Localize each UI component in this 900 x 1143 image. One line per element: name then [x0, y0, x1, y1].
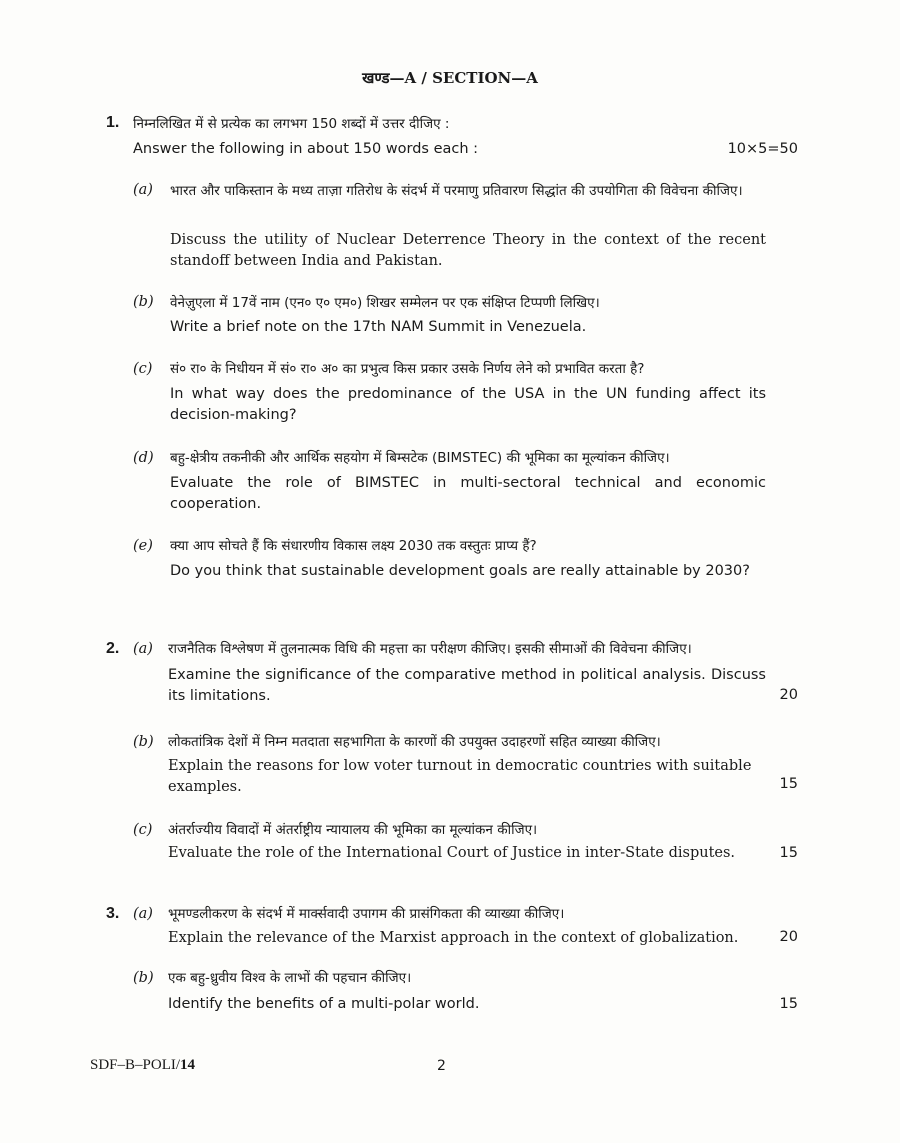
q3b-label: (b)	[133, 970, 154, 986]
q1-instruction-english: Answer the following in about 150 words each :	[133, 141, 479, 157]
question-2-number: 2.	[106, 640, 120, 657]
q1e-hindi: क्या आप सोचते हैं कि संधारणीय विकास लक्ष्य 2030 तक वस्तुतः प्राप्य हैं?	[170, 538, 537, 554]
q1c-english: In what way does the predominance of the USA in the UN funding affect its decision-making?	[170, 386, 766, 423]
q2a-hindi: राजनैतिक विश्लेषण में तुलनात्मक विधि की महत्ता का परीक्षण कीजिए। इसकी सीमाओं की विवेचना कीजिए।	[168, 641, 692, 657]
q1e-english: Do you think that sustainable development goals are really attainable by 2030?	[170, 563, 750, 579]
q2a-label: (a)	[133, 641, 153, 657]
paper-code-prefix: SDF–B–POLI/	[90, 1057, 181, 1073]
q1d-hindi: बहु-क्षेत्रीय तकनीकी और आर्थिक सहयोग में बिम्सटेक (BIMSTEC) की भूमिका का मूल्यांकन कीजिए।	[170, 450, 670, 466]
q2c-hindi: अंतर्राज्यीय विवादों में अंतर्राष्ट्रीय न्यायालय की भूमिका का मूल्यांकन कीजिए।	[168, 822, 538, 838]
question-3-number: 3.	[106, 905, 120, 922]
q1a-english: Discuss the utility of Nuclear Deterrence Theory in the context of the recent standoff between India and Pakistan.	[170, 232, 766, 269]
q3b-english: Identify the benefits of a multi-polar world.	[168, 996, 480, 1012]
page-number: 2	[437, 1058, 446, 1074]
q1d-english: Evaluate the role of BIMSTEC in multi-sectoral technical and economic cooperation.	[170, 475, 766, 512]
q2b-marks: 15	[779, 776, 798, 792]
q1a-label: (a)	[133, 182, 153, 198]
q2a-english: Examine the significance of the comparative method in political analysis. Discuss its limitations.	[168, 667, 766, 704]
q1b-hindi: वेनेज़ुएला में 17वें नाम (एन० ए० एम०) शिखर सम्मेलन पर एक संक्षिप्त टिप्पणी लिखिए।	[170, 295, 600, 311]
q1d-label: (d)	[133, 450, 154, 466]
q1b-english: Write a brief note on the 17th NAM Summit in Venezuela.	[170, 319, 587, 335]
q3a-hindi: भूमण्डलीकरण के संदर्भ में मार्क्सवादी उपागम की प्रासंगिकता की व्याख्या कीजिए।	[168, 906, 565, 922]
q1e-label: (e)	[133, 538, 153, 554]
q1-instruction-hindi: निम्नलिखित में से प्रत्येक का लगभग 150 शब्दों में उत्तर दीजिए :	[133, 116, 450, 132]
q2b-english: Explain the reasons for low voter turnout in democratic countries with suitable examples.	[168, 758, 752, 795]
paper-code-number: 14	[180, 1057, 196, 1073]
q3a-marks: 20	[779, 929, 798, 945]
paper-code	[90, 1057, 195, 1074]
q2c-label: (c)	[133, 822, 153, 838]
q1c-hindi: सं० रा० के निधीयन में सं० रा० अ० का प्रभुत्व किस प्रकार उसके निर्णय लेने को प्रभावित करता है?	[170, 361, 645, 377]
q3b-hindi: एक बहु-ध्रुवीय विश्व के लाभों की पहचान कीजिए।	[168, 970, 412, 986]
q2c-marks: 15	[779, 845, 798, 861]
q3b-marks: 15	[779, 996, 798, 1012]
q1-marks: 10×5=50	[727, 141, 798, 157]
q2a-marks: 20	[779, 687, 798, 703]
q1b-label: (b)	[133, 294, 154, 310]
q3a-english: Explain the relevance of the Marxist approach in the context of globalization.	[168, 930, 739, 946]
question-1-number: 1.	[106, 114, 120, 131]
q3a-label: (a)	[133, 906, 153, 922]
q1c-label: (c)	[133, 361, 153, 377]
q1a-hindi: भारत और पाकिस्तान के मध्य ताज़ा गतिरोध के संदर्भ में परमाणु प्रतिवारण सिद्धांत की उपयोगिता की विवेचना कीजिए।	[170, 183, 743, 199]
q2c-english: Evaluate the role of the International Court of Justice in inter-State disputes.	[168, 845, 736, 861]
section-heading: खण्ड—A / SECTION—A	[362, 69, 538, 87]
q2b-hindi: लोकतांत्रिक देशों में निम्न मतदाता सहभागिता के कारणों की उपयुक्त उदाहरणों सहित व्याख्या कीजिए।	[168, 734, 661, 750]
q2b-label: (b)	[133, 734, 154, 750]
